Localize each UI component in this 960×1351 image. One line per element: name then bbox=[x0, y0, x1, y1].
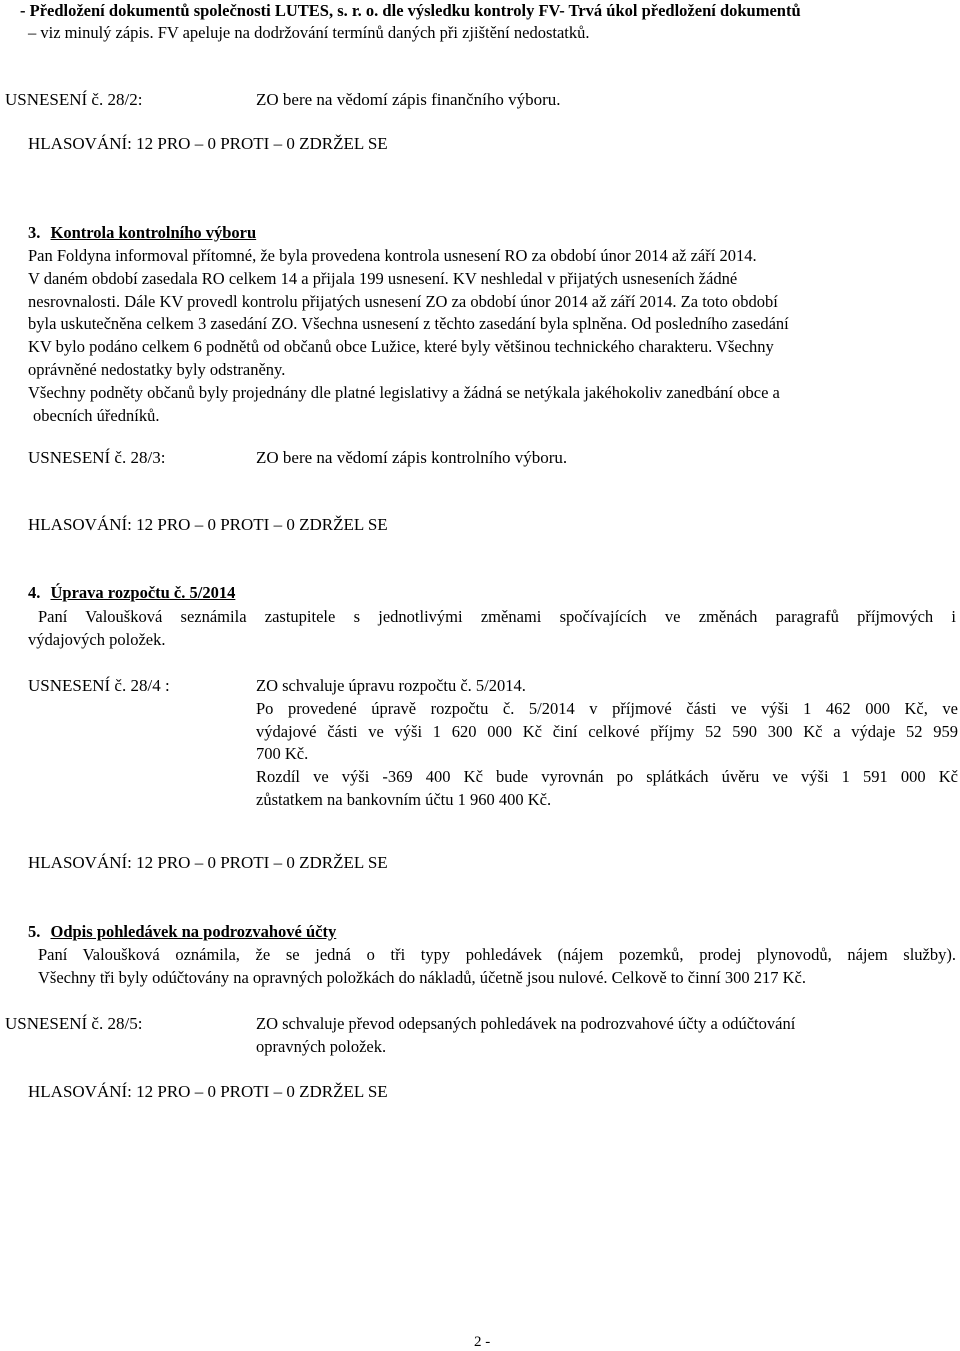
section-3-line-1: Pan Foldyna informoval přítomné, že byla provedena kontrola usnesení RO za období únor 2014 až září 2014. bbox=[28, 246, 757, 265]
page-number: 2 - bbox=[474, 1334, 491, 1350]
section-5-body bbox=[28, 944, 956, 990]
vote-28-4: HLASOVÁNÍ: 12 PRO – 0 PROTI – 0 ZDRŽEL SE bbox=[28, 853, 388, 872]
resolution-28-4-line-3: výdajové části ve výši 1 620 000 Kč činí celkové příjmy 52 590 300 Kč a výdaje 52 959 bbox=[256, 721, 958, 741]
resolution-28-4-line-5: Rozdíl ve výši -369 400 Kč bude vyrovnán po splátkách úvěru ve výši 1 591 000 Kč bbox=[256, 767, 958, 787]
section-3-line-3: nesrovnalosti. Dále KV provedl kontrolu přijatých usnesení ZO za období únor 2014 až září 2014. Za toto období bbox=[28, 291, 778, 311]
resolution-28-5-label: USNESENÍ č. 28/5: bbox=[5, 1014, 143, 1033]
section-4-number: 4. bbox=[28, 583, 41, 602]
section-5-title: Odpis pohledávek na podrozvahové účty bbox=[50, 922, 337, 941]
vote-28-3: HLASOVÁNÍ: 12 PRO – 0 PROTI – 0 ZDRŽEL SE bbox=[28, 515, 388, 534]
resolution-28-4-line-4: 700 Kč. bbox=[256, 744, 309, 764]
resolution-28-4-label: USNESENÍ č. 28/4 : bbox=[28, 676, 170, 695]
section-3-line-6: oprávněné nedostatky byly odstraněny. bbox=[28, 359, 286, 379]
section-4-line-1: Paní Valoušková seznámila zastupitele s jednotlivými změnami spočívajících ve změnách paragrafů příjmových i bbox=[38, 607, 956, 626]
section-5-heading bbox=[28, 921, 336, 943]
section-5-line-1: Paní Valoušková oznámila, že se jedná o tři typy pohledávek (nájem pozemků, prodej plynovodů, nájem služby). bbox=[38, 945, 956, 964]
section-4-heading bbox=[28, 582, 235, 604]
resolution-28-2-label: USNESENÍ č. 28/2: bbox=[5, 90, 143, 109]
resolution-28-3-label: USNESENÍ č. 28/3: bbox=[28, 448, 166, 467]
section-3-line-4: byla uskutečněna celkem 3 zasedání ZO. Všechna usnesení z těchto zasedání byla splněna. Od posledního zasedání bbox=[28, 314, 789, 334]
section-3-heading bbox=[28, 222, 256, 244]
vote-28-5: HLASOVÁNÍ: 12 PRO – 0 PROTI – 0 ZDRŽEL SE bbox=[28, 1082, 388, 1101]
resolution-28-4-line-6: zůstatkem na bankovním účtu 1 960 400 Kč. bbox=[256, 789, 552, 809]
section-3-body bbox=[28, 245, 934, 427]
section-4-line-2: výdajových položek. bbox=[28, 629, 166, 649]
resolution-28-3-text: ZO bere na vědomí zápis kontrolního výboru. bbox=[256, 448, 568, 467]
resolution-28-2-text: ZO bere na vědomí zápis finančního výboru. bbox=[256, 90, 561, 109]
section-3-line-2: V daném období zasedala RO celkem 14 a přijala 199 usnesení. KV neshledal v přijatých usneseních žádné bbox=[28, 268, 738, 288]
resolution-28-4-line-2: Po provedené úpravě rozpočtu č. 5/2014 v příjmové části ve výši 1 462 000 Kč, ve bbox=[256, 698, 958, 718]
resolution-28-4-body bbox=[256, 675, 958, 812]
intro-line-1: - Předložení dokumentů společnosti LUTES, s. r. o. dle výsledku kontroly FV- Trvá úkol předložení dokumentů bbox=[20, 1, 801, 20]
section-3-line-7: Všechny podněty občanů byly projednány dle platné legislativy a žádná se netýkala jakéhokoliv zanedbání obce a bbox=[28, 382, 780, 402]
resolution-28-4-line-1: ZO schvaluje úpravu rozpočtu č. 5/2014. bbox=[256, 676, 526, 695]
section-3-number: 3. bbox=[28, 223, 41, 242]
intro-line-2: – viz minulý zápis. FV apeluje na dodržování termínů daných při zjištění nedostatků. bbox=[28, 23, 590, 42]
resolution-28-5-body bbox=[256, 1013, 946, 1059]
resolution-28-5-line-2: opravných položek. bbox=[256, 1036, 387, 1056]
section-4-body bbox=[28, 606, 956, 652]
section-4-title: Úprava rozpočtu č. 5/2014 bbox=[50, 583, 236, 602]
section-3-line-5: KV bylo podáno celkem 6 podnětů od občanů obce Lužice, které byly většinou technického charakteru. Všechny bbox=[28, 337, 774, 357]
vote-28-2: HLASOVÁNÍ: 12 PRO – 0 PROTI – 0 ZDRŽEL SE bbox=[28, 134, 388, 153]
section-5-number: 5. bbox=[28, 922, 41, 941]
resolution-28-5-line-1: ZO schvaluje převod odepsaných pohledávek na podrozvahové účty a odúčtování bbox=[256, 1014, 796, 1033]
section-5-line-2: Všechny tři byly odúčtovány na opravných položkách do nákladů, účetně jsou nulové. Celkově to činní 300 217 Kč. bbox=[38, 967, 806, 987]
section-3-title: Kontrola kontrolního výboru bbox=[50, 223, 257, 242]
section-3-line-8: obecních úředníků. bbox=[33, 405, 160, 425]
